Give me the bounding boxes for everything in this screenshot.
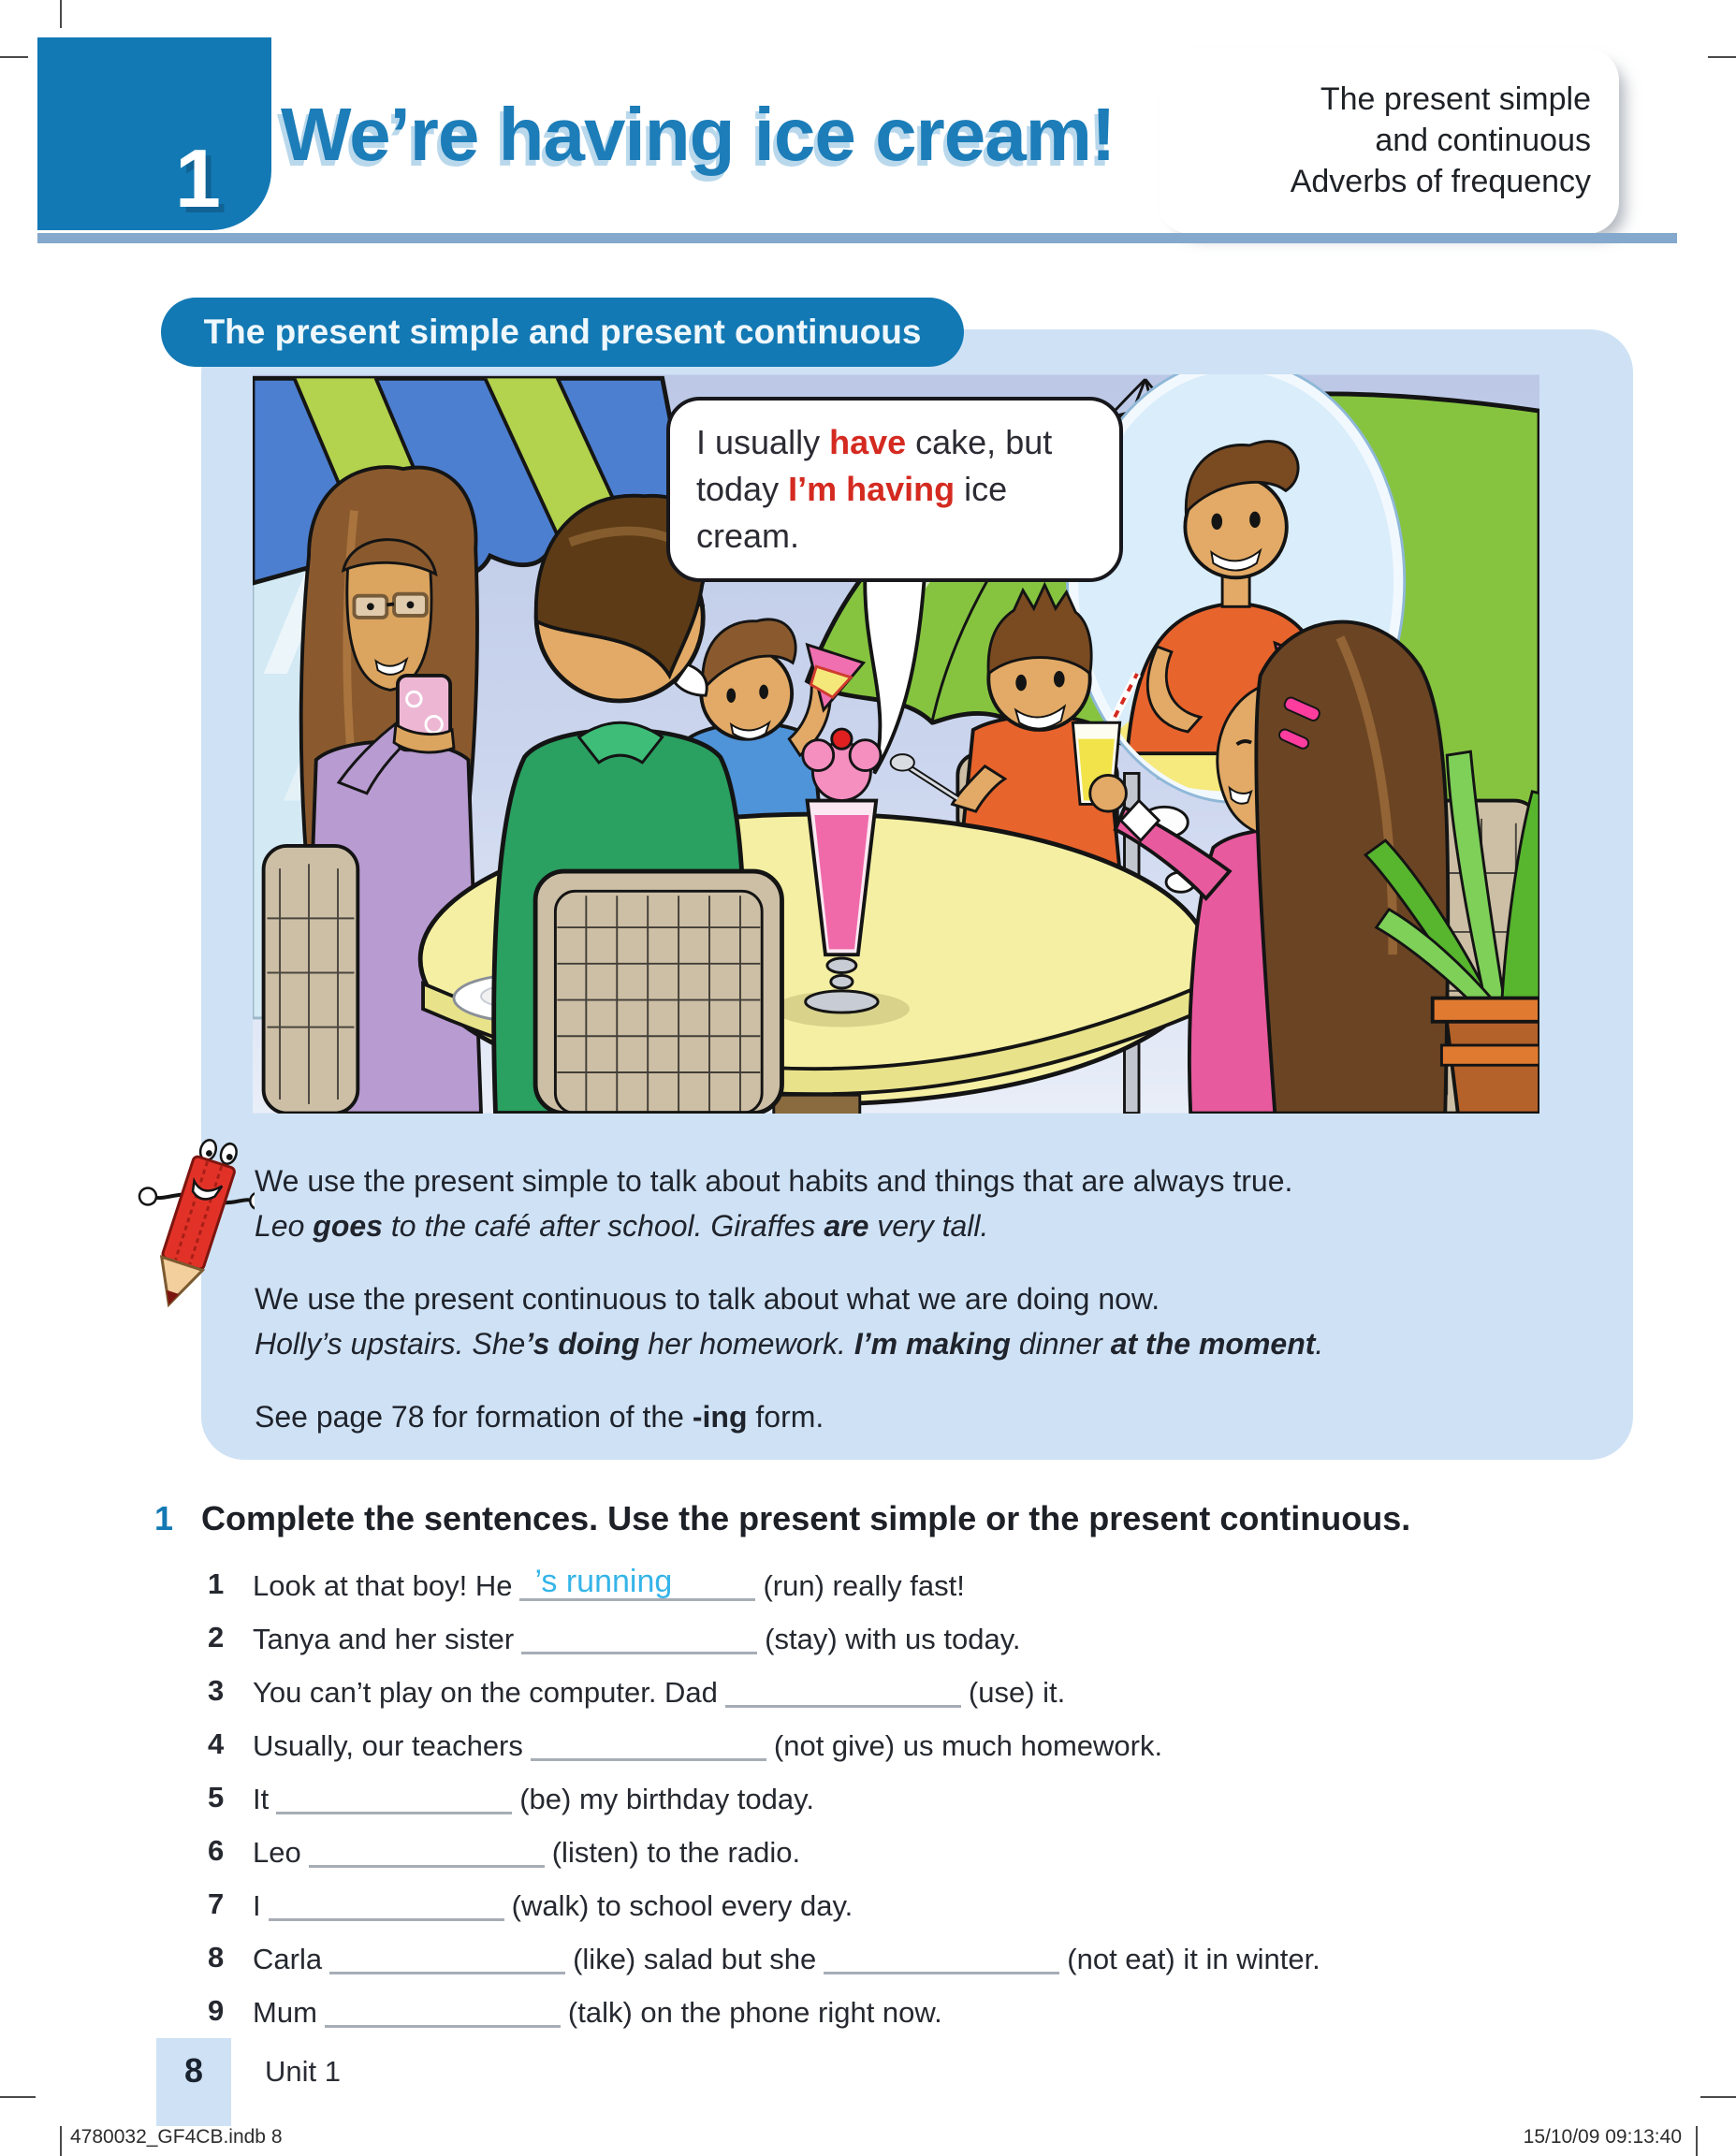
item-number: 4 xyxy=(208,1726,225,1760)
page-number-box xyxy=(156,2038,231,2126)
grammar-rule: We use the present continuous to talk about what we are doing now. xyxy=(255,1282,1160,1316)
item-sentence: Tanya and her sister (stay) with us today. xyxy=(253,1618,1708,1656)
wicker-chair xyxy=(535,871,781,1114)
answer-blank[interactable] xyxy=(269,1885,504,1921)
answer-blank[interactable] xyxy=(824,1938,1059,1974)
header-divider xyxy=(37,233,1677,243)
grammar-rule: Leo goes to the café after school. Giraffes are very tall. xyxy=(255,1209,989,1243)
item-sentence: Leo (listen) to the radio. xyxy=(253,1831,1708,1870)
item-number: 5 xyxy=(208,1780,225,1814)
exercise-item xyxy=(154,1770,1708,1824)
item-sentence: It (be) my birthday today. xyxy=(253,1778,1708,1816)
exercise-item xyxy=(154,1717,1708,1770)
exercise-item xyxy=(154,1824,1708,1877)
crop-mark xyxy=(1696,2126,1698,2156)
exercise-heading xyxy=(154,1499,1689,1538)
answer-blank[interactable] xyxy=(519,1565,755,1601)
exercise-item xyxy=(154,1984,1708,2037)
grammar-rule: We use the present simple to talk about habits and things that are always true. xyxy=(255,1164,1293,1198)
crop-mark xyxy=(0,2096,36,2098)
crop-mark xyxy=(60,0,62,28)
exercise-number: 1 xyxy=(154,1499,174,1537)
grammar-heading-pill: The present simple and present continuous xyxy=(161,298,964,367)
answer-blank[interactable] xyxy=(725,1671,961,1708)
answer-blank[interactable] xyxy=(329,1938,565,1974)
exercise-items xyxy=(154,1557,1708,2037)
wicker-chair xyxy=(264,846,358,1114)
item-sentence: I (walk) to school every day. xyxy=(253,1885,1708,1923)
cafe-illustration xyxy=(253,374,1539,1114)
item-number: 1 xyxy=(208,1566,225,1600)
item-sentence: Usually, our teachers (not give) us much homework. xyxy=(253,1725,1708,1763)
item-number: 3 xyxy=(208,1673,225,1707)
exercise-instruction: Complete the sentences. Use the present simple or the present continuous. xyxy=(201,1499,1411,1537)
speech-bubble xyxy=(666,397,1123,582)
speech-bubble-text: today I’m having ice cream. xyxy=(696,470,1008,555)
grammar-rule: Holly’s upstairs. She’s doing her homework. I’m making dinner at the moment. xyxy=(255,1327,1324,1361)
exercise-item xyxy=(154,1557,1708,1610)
answer-blank[interactable] xyxy=(521,1618,757,1654)
topic-card xyxy=(1159,49,1619,234)
speech-bubble-text: I usually have cake, but xyxy=(696,423,1053,461)
unit-label: Unit 1 xyxy=(265,2055,341,2088)
print-info-right: 15/10/09 09:13:40 xyxy=(1523,2126,1682,2148)
print-info-left: 4780032_GF4CB.indb 8 xyxy=(70,2126,283,2148)
crop-mark xyxy=(60,2126,62,2156)
item-sentence: Look at that boy! He ’s running (run) really fast! xyxy=(253,1564,965,1602)
crop-mark xyxy=(1708,56,1736,58)
item-sentence: Carla (like) salad but she (not eat) it in winter. xyxy=(253,1938,1708,1976)
topic-line: Adverbs of frequency xyxy=(1290,164,1591,199)
page-number: 8 xyxy=(183,2051,204,2090)
item-sentence: Mum (talk) on the phone right now. xyxy=(253,1991,1708,2030)
answer-blank[interactable] xyxy=(309,1831,545,1868)
crop-mark xyxy=(1700,2096,1736,2098)
grammar-rules xyxy=(255,1158,1583,1439)
answer-blank[interactable] xyxy=(531,1725,766,1761)
topic-line: and continuous xyxy=(1375,123,1591,158)
grammar-rule: See page 78 for formation of the -ing form. xyxy=(255,1400,824,1434)
student-answer: ’s running xyxy=(534,1564,673,1599)
item-number: 8 xyxy=(208,1940,225,1974)
exercise-item xyxy=(154,1610,1708,1664)
page-title: We’re having ice cream! xyxy=(281,93,1116,176)
answer-blank[interactable] xyxy=(325,1991,561,2028)
item-sentence: You can’t play on the computer. Dad (use) it. xyxy=(253,1671,1708,1710)
exercise-item xyxy=(154,1877,1708,1930)
answer-blank[interactable] xyxy=(276,1778,512,1814)
unit-number: 1 xyxy=(175,132,221,225)
exercise-item xyxy=(154,1930,1708,1984)
unit-number-box xyxy=(37,37,271,230)
item-number: 2 xyxy=(208,1620,225,1653)
pencil-mascot-icon xyxy=(131,1138,255,1321)
topic-line: The present simple xyxy=(1320,81,1591,117)
exercise-item xyxy=(154,1664,1708,1717)
item-number: 7 xyxy=(208,1886,225,1920)
crop-mark xyxy=(0,56,28,58)
item-number: 9 xyxy=(208,1993,225,2027)
item-number: 6 xyxy=(208,1833,225,1867)
